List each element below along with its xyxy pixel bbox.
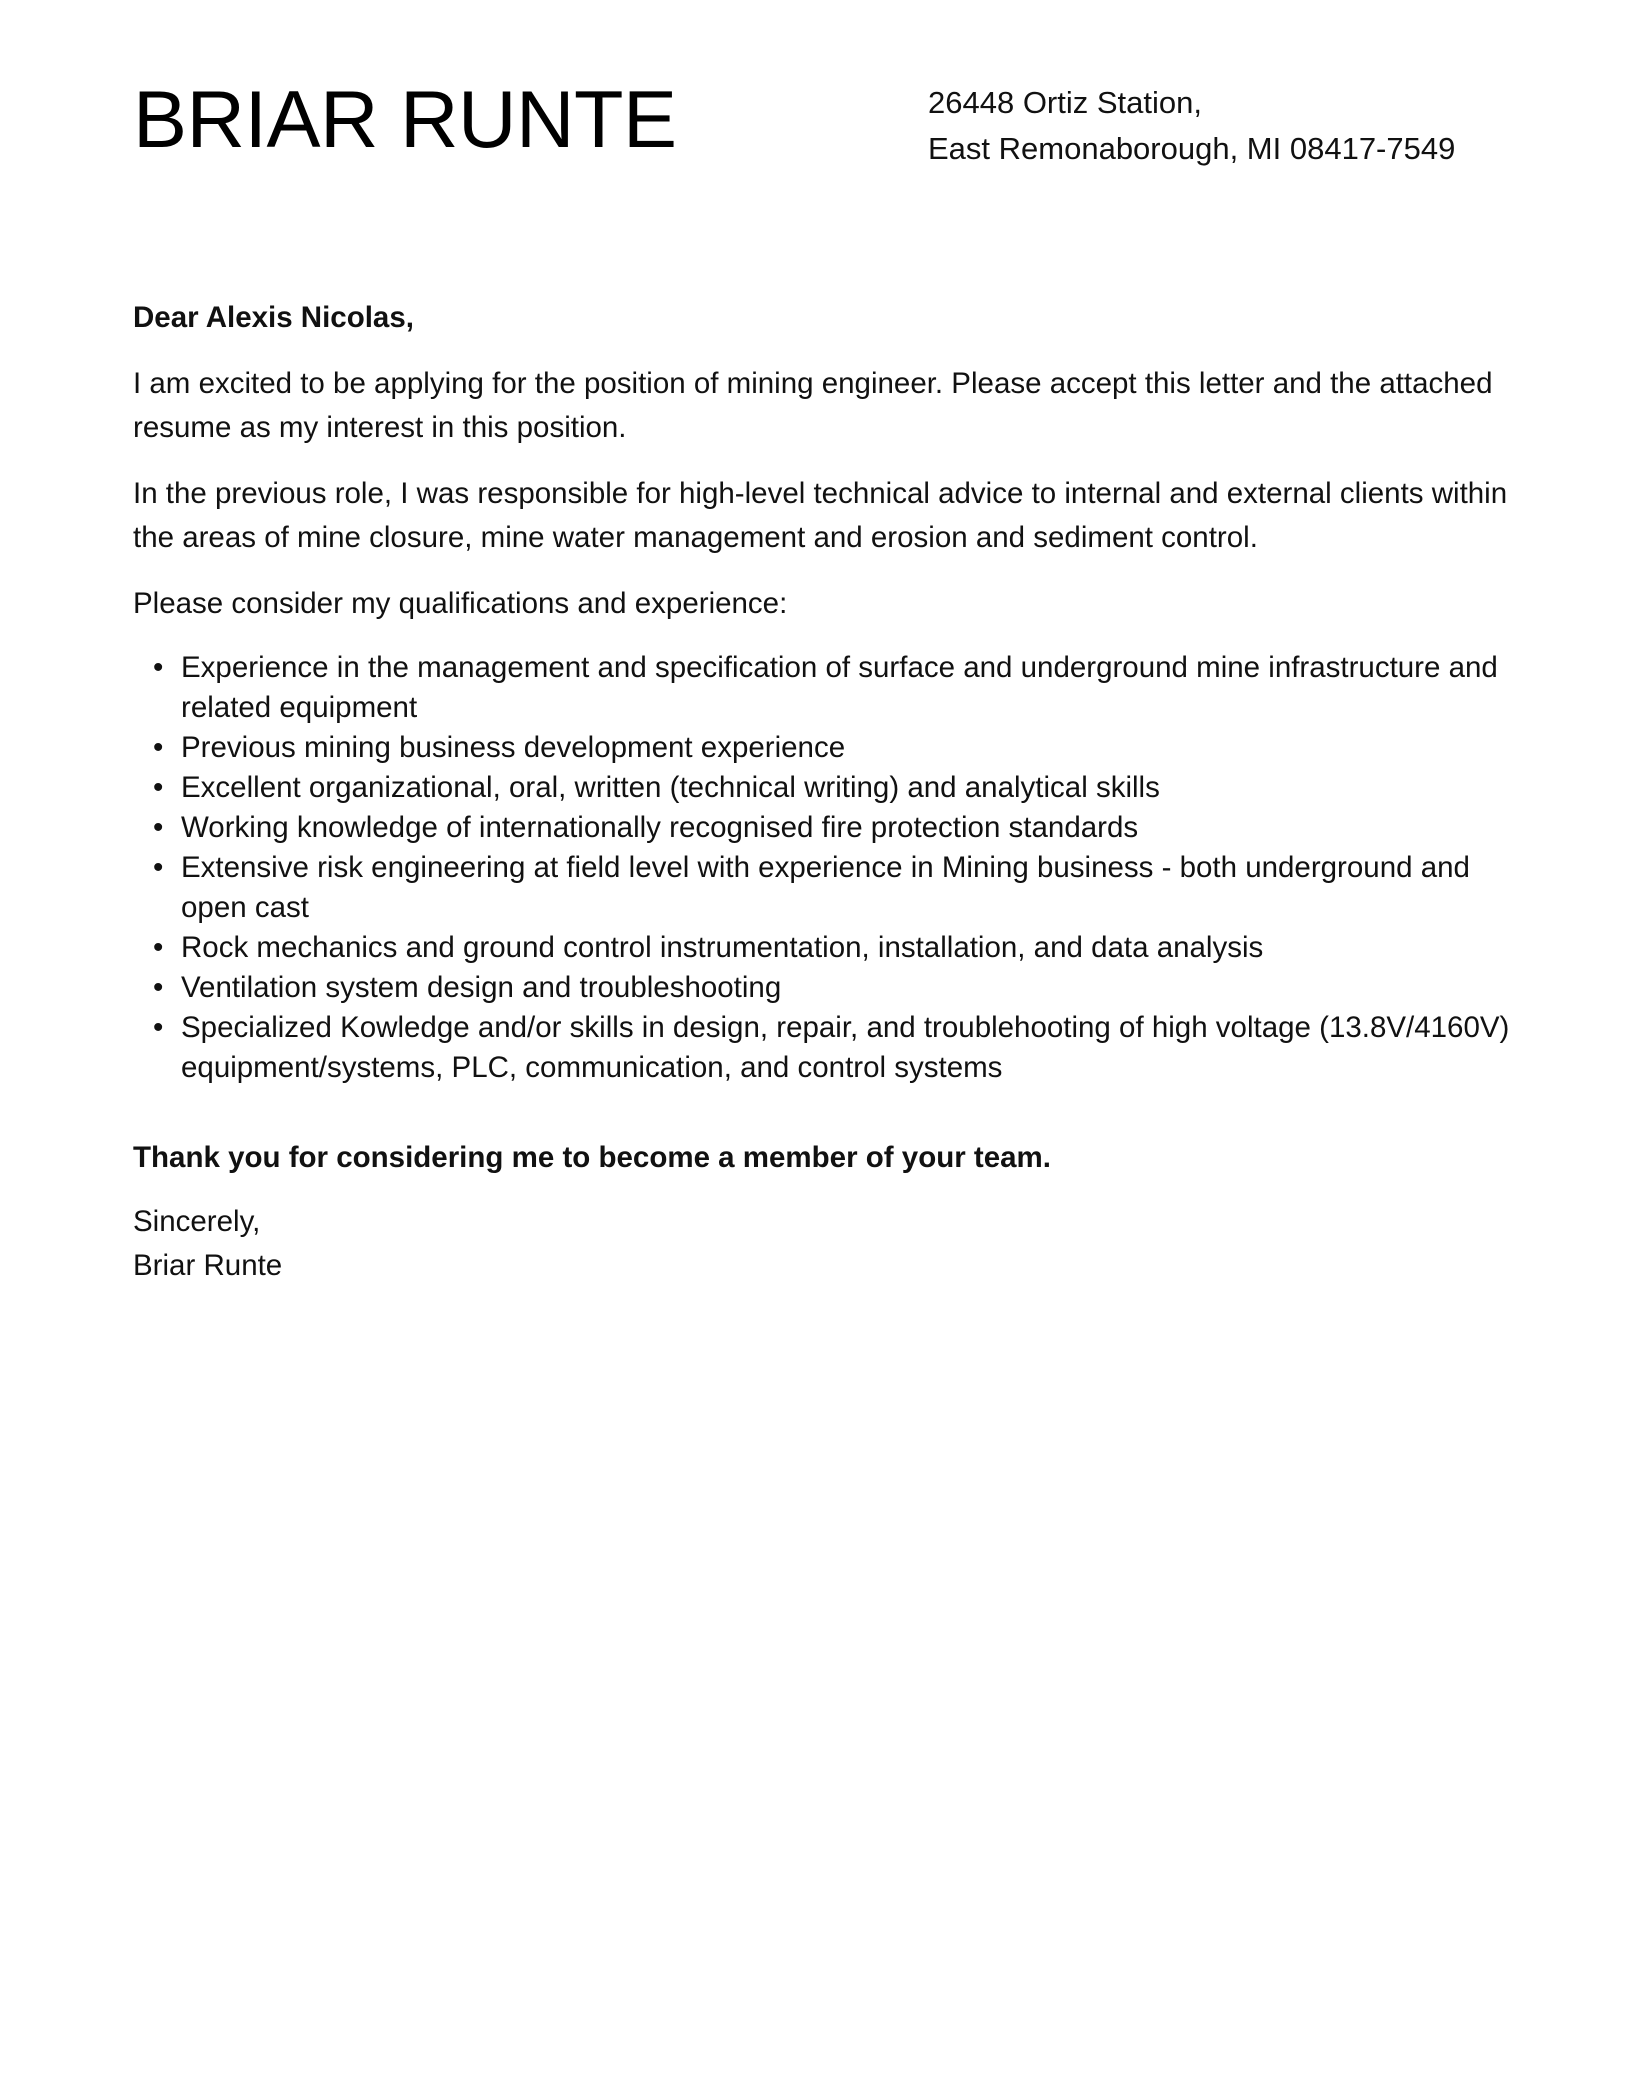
bullet-icon: •	[153, 651, 164, 684]
qualification-item	[153, 968, 1513, 1008]
qualification-text: Ventilation system design and troubleshooting	[181, 971, 782, 1004]
signature-name: Briar Runte	[133, 1249, 283, 1282]
address-line-1: 26448 Ortiz Station,	[928, 85, 1202, 120]
applicant-address	[928, 80, 1455, 172]
qualification-text: Experience in the management and specification of surface and underground mine infrastructure and related equipment	[181, 651, 1498, 724]
qualification-text: Extensive risk engineering at field level with experience in Mining business - both underground and open cast	[181, 851, 1470, 924]
qualification-item	[153, 768, 1513, 808]
qualification-text: Previous mining business development experience	[181, 731, 846, 764]
qualification-item	[153, 648, 1513, 728]
bullet-icon: •	[153, 971, 164, 1004]
bullet-icon: •	[153, 731, 164, 764]
qualification-text: Rock mechanics and ground control instrumentation, installation, and data analysis	[181, 931, 1264, 964]
qualification-text: Excellent organizational, oral, written (technical writing) and analytical skills	[181, 771, 1160, 804]
qualification-item	[153, 928, 1513, 968]
intro-paragraph: I am excited to be applying for the position of mining engineer. Please accept this letter and the attached resume as my interest in this position.	[133, 367, 1493, 444]
signoff: Sincerely,	[133, 1205, 261, 1238]
bullet-icon: •	[153, 811, 164, 844]
address-line-2: East Remonaborough, MI 08417-7549	[928, 131, 1456, 166]
qualification-item	[153, 728, 1513, 768]
qualifications-intro: Please consider my qualifications and experience:	[133, 587, 788, 620]
qualification-item	[153, 1008, 1513, 1088]
closing-statement: Thank you for considering me to become a member of your team.	[133, 1141, 1051, 1174]
qualification-text: Working knowledge of internationally recognised fire protection standards	[181, 811, 1139, 844]
bullet-icon: •	[153, 931, 164, 964]
qualification-item	[153, 808, 1513, 848]
salutation: Dear Alexis Nicolas,	[133, 301, 414, 334]
bullet-icon: •	[153, 851, 164, 884]
qualifications-list	[133, 648, 1513, 1088]
bullet-icon: •	[153, 1011, 164, 1044]
experience-paragraph: In the previous role, I was responsible for high-level technical advice to internal and external clients within the areas of mine closure, mine water management and erosion and sediment control.	[133, 477, 1508, 554]
qualification-text: Specialized Kowledge and/or skills in design, repair, and troublehooting of high voltage (13.8V/4160V) equipment/systems, PLC, communication, and control systems	[181, 1011, 1510, 1084]
qualification-item	[153, 848, 1513, 928]
bullet-icon: •	[153, 771, 164, 804]
letter-body	[133, 296, 1513, 1288]
applicant-name: BRIAR RUNTE	[133, 75, 677, 165]
signoff-block	[133, 1200, 1513, 1288]
